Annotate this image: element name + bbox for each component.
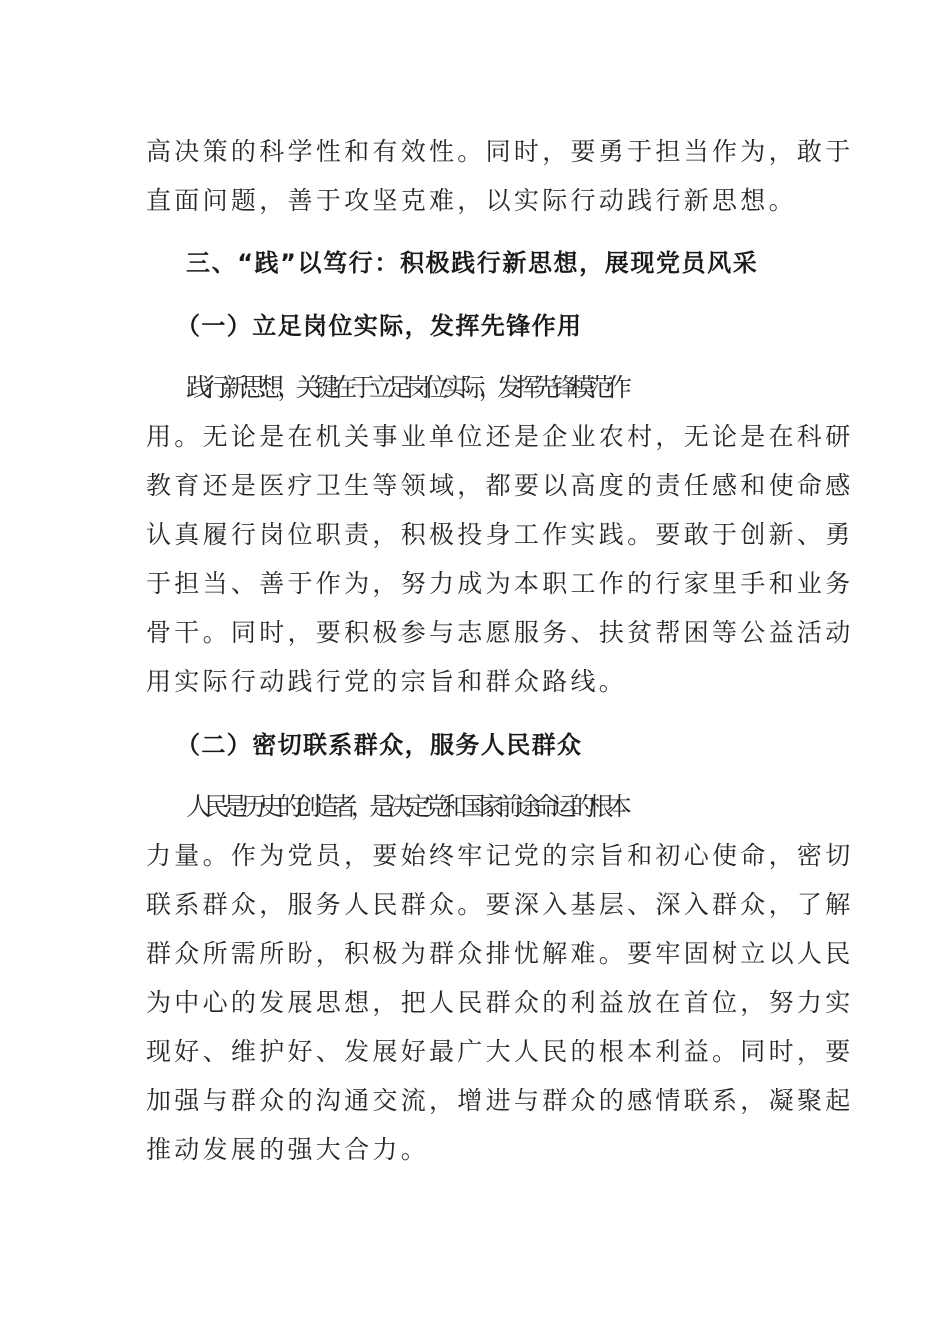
paragraph-line: 用实际行动践行党的宗旨和群众路线。: [146, 667, 628, 696]
paragraph-line: 直面问题，善于攻坚克难，以实际行动践行新思想。: [146, 186, 797, 215]
paragraph-line: 认真履行岗位职责，积极投身工作实践。要敢于创新、勇: [146, 520, 854, 549]
paragraph-line: 力量。作为党员，要始终牢记党的宗旨和初心使命，密切: [146, 841, 854, 870]
paragraph-line: 用。无论是在机关事业单位还是企业农村，无论是在科研: [146, 422, 854, 451]
paragraph-line: 加强与群众的沟通交流，增进与群众的感情联系，凝聚起: [146, 1086, 854, 1115]
paragraph-line: 人民是历史的创造者，是决定党和国家前途命运的根本: [186, 792, 626, 821]
paragraph-line: 高决策的科学性和有效性。同时，要勇于担当作为，敢于: [146, 137, 854, 166]
paragraph-line: 联系群众，服务人民群众。要深入基层、深入群众，了解: [146, 890, 854, 919]
subsection-heading: （一）立足岗位实际，发挥先锋作用: [176, 312, 583, 340]
paragraph-line: 骨干。同时，要积极参与志愿服务、扶贫帮困等公益活动: [146, 618, 854, 647]
paragraph-line: 现好、维护好、发展好最广大人民的根本利益。同时，要: [146, 1037, 854, 1066]
subsection-heading: （二）密切联系群众，服务人民群众: [176, 731, 583, 759]
paragraph-line: 于担当、善于作为，努力成为本职工作的行家里手和业务: [146, 569, 854, 598]
paragraph-line: 践行新思想，关键在于立足岗位实际，发挥先锋模范作: [186, 373, 626, 402]
section-heading: 三、“践”以笃行：积极践行新思想，展现党员风采: [186, 249, 759, 277]
paragraph-line: 为中心的发展思想，把人民群众的利益放在首位，努力实: [146, 988, 854, 1017]
paragraph-line: 群众所需所盼，积极为群众排忧解难。要牢固树立以人民: [146, 939, 854, 968]
paragraph-line: 推动发展的强大合力。: [146, 1135, 430, 1164]
paragraph-line: 教育还是医疗卫生等领域，都要以高度的责任感和使命感: [146, 471, 854, 500]
